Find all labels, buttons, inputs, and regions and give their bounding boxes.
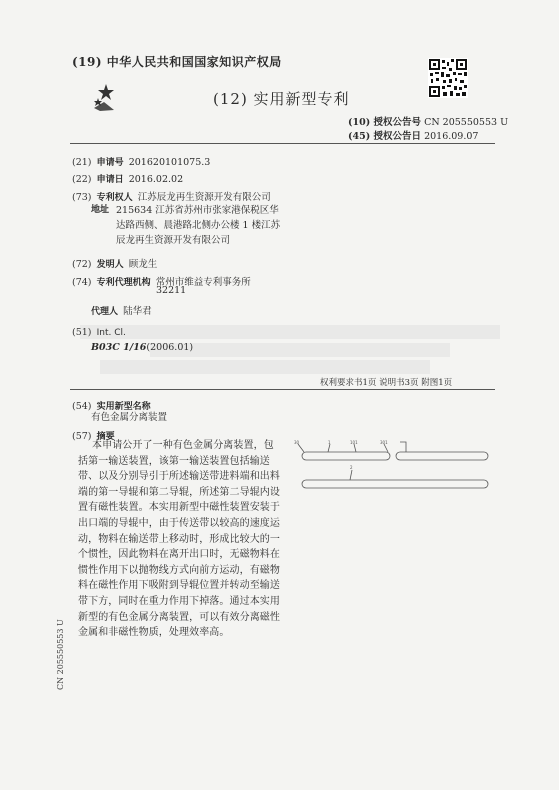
grant-date-row [348,128,478,142]
application-date-row [72,167,183,186]
abstract-label: 摘要 [96,432,115,442]
figure-label: 1 [328,440,331,445]
field-code: (57) [72,431,92,442]
grant-number-label: (10) 授权公告号 [348,117,422,128]
address-line: 215634 江苏省苏州市张家港保税区华 [116,205,279,216]
intcl-label: Int. Cl. [96,328,126,338]
figure-label: 2 [350,465,353,470]
show-through [80,325,500,339]
agent-row [91,299,152,318]
side-publication-code: CN 205550553 U [56,619,65,690]
address-line: 达路西侧、晨港路北侧办公楼 1 楼江苏 [116,220,281,231]
application-date-label: 申请日 [96,175,124,185]
show-through [100,360,430,374]
intcl-version: (2006.01) [146,342,194,353]
title-label: 实用新型名称 [96,402,151,412]
document-type: (12) 实用新型专利 [213,90,350,108]
belt-1 [302,452,390,460]
patentee-label: 专利权人 [96,193,133,203]
figure-label: 30 [294,440,300,445]
patentee: 江苏辰龙再生资源开发有限公司 [137,192,271,203]
agency: 常州市维益专利事务所 [155,277,251,288]
field-code: (21) [72,157,92,168]
section-divider [70,389,495,390]
application-number: 201620101075.3 [128,157,211,168]
grant-number: CN 205550553 U [424,117,509,128]
agent: 陆华君 [123,306,152,317]
grant-number-row [348,114,508,128]
grant-date-label: (45) 授权公告日 [348,131,422,142]
sipo-logo-icon [92,82,126,112]
header-divider [70,143,495,144]
show-through [150,343,450,357]
field-code: (74) [72,277,92,288]
intcl-class: B03C 1/16 [91,342,147,353]
grant-date: 2016.09.07 [424,131,479,142]
conveyor-figure [288,438,503,498]
figure-label: 301 [380,440,388,445]
field-code: (54) [72,401,92,412]
address-label: 地址 [91,205,110,215]
field-code: (51) [72,327,92,338]
belt-2 [396,452,488,460]
qr-code-icon [428,58,468,98]
agency-code: 32211 [156,285,187,296]
address-line: 辰龙再生资源开发有限公司 [116,235,231,246]
agency-label: 专利代理机构 [96,278,151,288]
abstract-text: 本申请公开了一种有色金属分离装置，包括第一输送装置，该第一输送装置包括输送带、以及分别导引于所述输送带进料端和出料端的第一导辊和第二导辊，所述第二导辊内设置有磁性装置。本实用新型中磁性装置安装于出口端的导辊中，由于传送带以较高的速度运动，物料在输送带上移动时，形成比较大的一个惯性，因此物料在离开出口时，无磁物料在惯性作用下以抛物线方式向前方运动，有磁物料在磁性作用下吸附到导辊位置并转动至输送带下方，同时在重力作用下掉落。通过本实用新型的有色金属分离装置，可以有效分离磁性金属和非磁性物质，处理效率高。 [78,440,280,639]
application-date: 2016.02.02 [128,174,184,185]
agent-label: 代理人 [91,307,119,317]
inventor: 顾龙生 [128,259,158,270]
office-header: (19) 中华人民共和国国家知识产权局 [72,55,282,69]
inventor-row [72,252,157,271]
field-code: (72) [72,259,92,270]
belt-3 [302,480,488,488]
page-counts: 权利要求书1页 说明书3页 附图1页 [320,378,453,388]
field-code: (22) [72,174,92,185]
leader-lines [350,470,352,480]
inventor-label: 发明人 [96,260,124,270]
application-number-label: 申请号 [96,158,124,168]
utility-model-title: 有色金属分离装置 [91,412,168,423]
figure-label: 101 [350,440,358,445]
field-code: (73) [72,192,92,203]
